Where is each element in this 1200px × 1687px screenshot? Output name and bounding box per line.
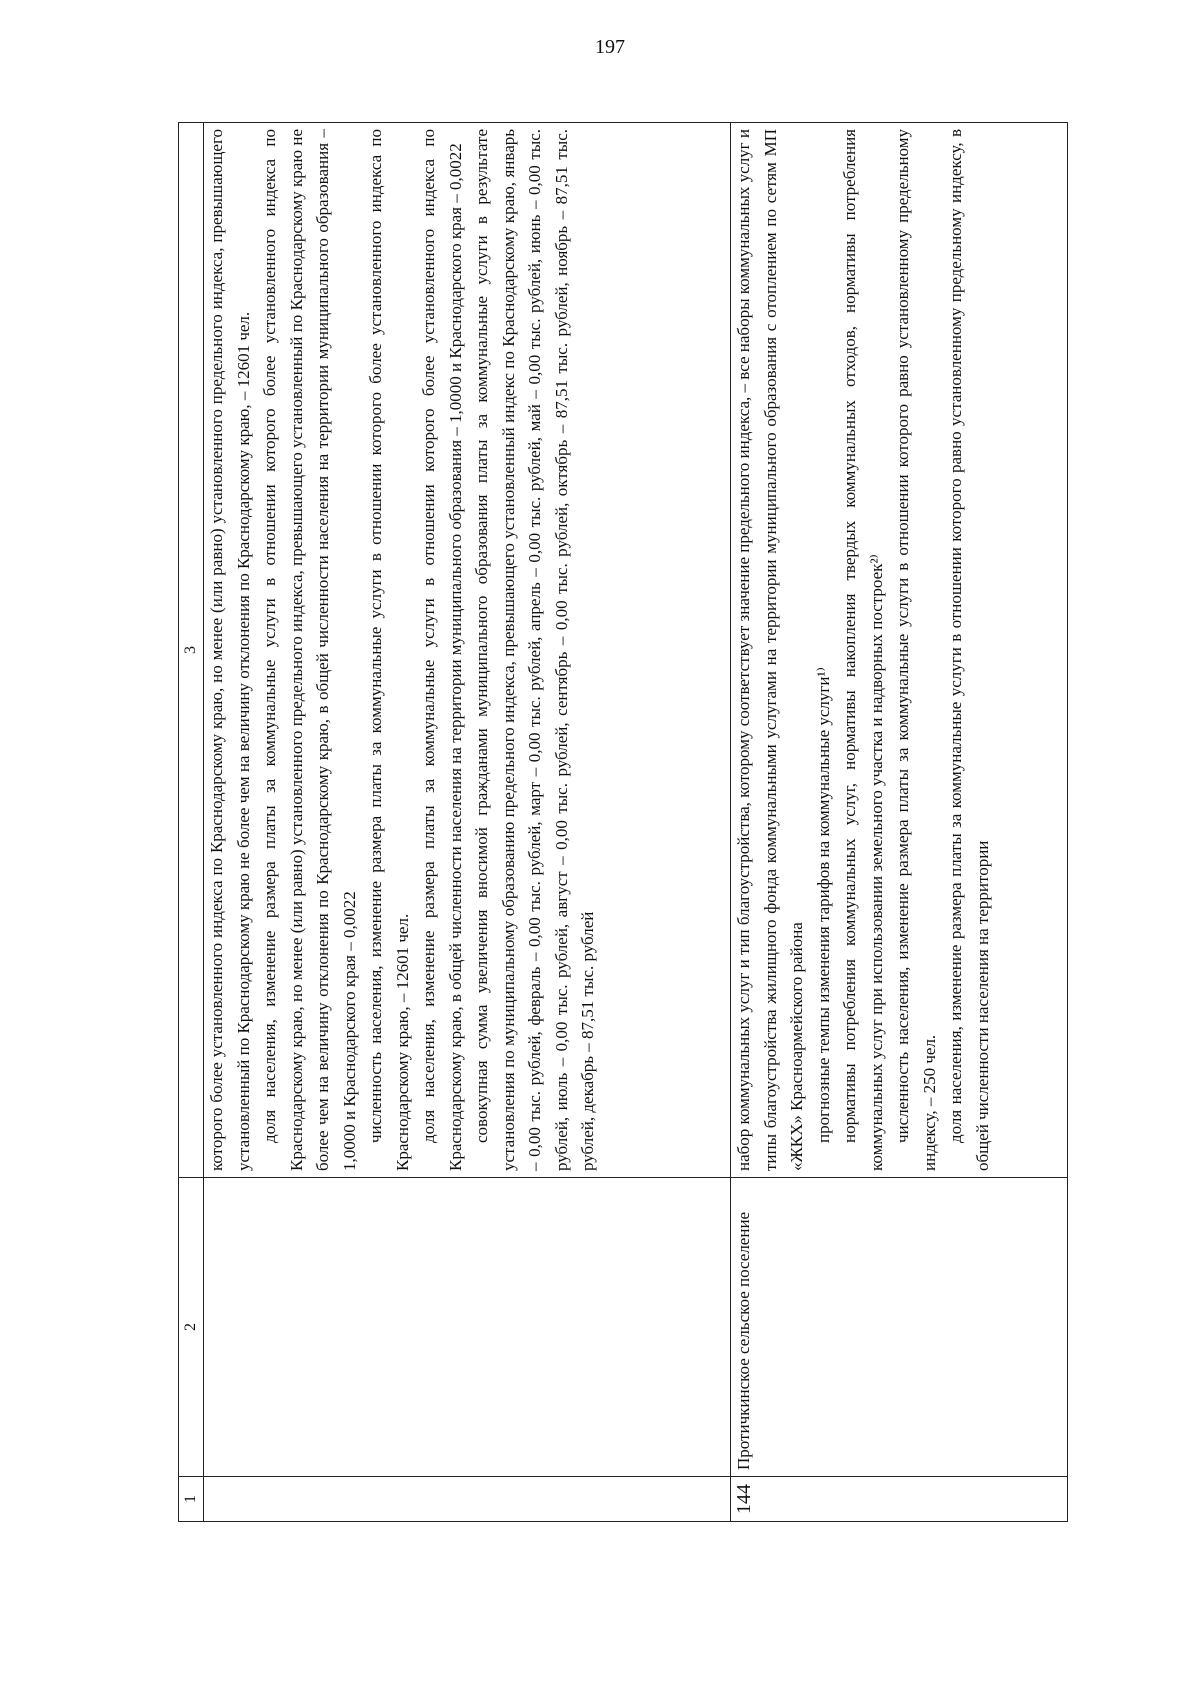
paragraph: нормативы потребления коммунальных услуг, нормативы накопления твердых коммунальных отходов, нормативы потребления коммунальных услуг при использовании земельного участка и надворных построек²⁾ — [840, 129, 886, 1171]
table-row — [731, 123, 1068, 1522]
table-row — [204, 123, 731, 1522]
description-cell — [204, 123, 731, 1178]
header-cell-1: 1 — [179, 1477, 204, 1522]
document-table — [178, 122, 1068, 1522]
paragraph: совокупная сумма увеличения вносимой гражданами муниципального образования платы за коммунальные услуги в результате установления по муниципальному образованию предельного индекса, превышающего установленный индекс по Краснодарскому краю, январь – 0,00 тыс. рублей, февраль – 0,00 тыс. рублей, март – 0,00 тыс. рублей, апрель – 0,00 тыс. рублей, май – 0,00 тыс. рублей, июнь – 0,00 тыс. рублей, июль – 0,00 тыс. рублей, август – 0,00 тыс. рублей, сентябрь – 0,00 тыс. рублей, октябрь – 87,51 тыс. рублей, ноябрь – 87,51 тыс. рублей, декабрь – 87,51 тыс. рублей — [472, 129, 597, 1171]
settlement-name-cell — [204, 1178, 731, 1477]
header-cell-2: 2 — [179, 1178, 204, 1477]
paragraph: которого более установленного индекса по Краснодарскому краю, но менее (или равно) установленного предельного индекса, превышающего установленный по Краснодарскому краю не более чем на величину отклонения по Краснодарскому краю, – 12601 чел. — [207, 129, 253, 1171]
rotated-table-wrapper — [178, 122, 1068, 1522]
paragraph: прогнозные темпы изменения тарифов на коммунальные услуги¹⁾ — [813, 667, 833, 1143]
paragraph: доля населения, изменение размера платы за коммунальные услуги в отношении которого более установленного индекса по Краснодарскому краю, но менее (или равно) установленного предельного индекса, превышающего установленный по Краснодарскому краю не более чем на величину отклонения по Краснодарскому краю, в общей численности населения на территории муниципального образования – 1,0000 и Краснодарского края – 0,0022 — [260, 129, 359, 1171]
paragraph: набор коммунальных услуг и тип благоустройства, которому соответствует значение предельного индекса, – все наборы коммунальных услуг и типы благоустройства жилищного фонда коммунальными услугами на территории муниципального образования с отоплением по сетям МП «ЖКХ» Красноармейского района — [734, 129, 806, 1171]
page-number: 197 — [595, 36, 625, 58]
paragraph: доля населения, изменение размера платы за коммунальные услуги в отношении которого равно установленному предельному индексу, в общей численности населения на территории — [946, 129, 992, 1171]
paragraph: доля населения, изменение размера платы за коммунальные услуги в отношении которого более установленного индекса по Краснодарскому краю, в общей численности населения на территории муниципального образования – 1,0000 и Краснодарского края – 0,0022 — [419, 129, 465, 1171]
table-header-row — [179, 123, 204, 1522]
paragraph: численность населения, изменение размера платы за коммунальные услуги в отношении которого равно установленному предельному индексу, – 250 чел. — [893, 129, 939, 1171]
row-number-cell — [204, 1477, 731, 1522]
settlement-name-cell: Протичкинское сельское поселение — [731, 1178, 1068, 1477]
paragraph: численность населения, изменение размера платы за коммунальные услуги в отношении которого более установленного индекса по Краснодарскому краю, – 12601 чел. — [366, 129, 412, 1171]
description-cell — [731, 123, 1068, 1178]
row-number-cell: 144 — [731, 1477, 1068, 1522]
header-cell-3: 3 — [179, 123, 204, 1178]
